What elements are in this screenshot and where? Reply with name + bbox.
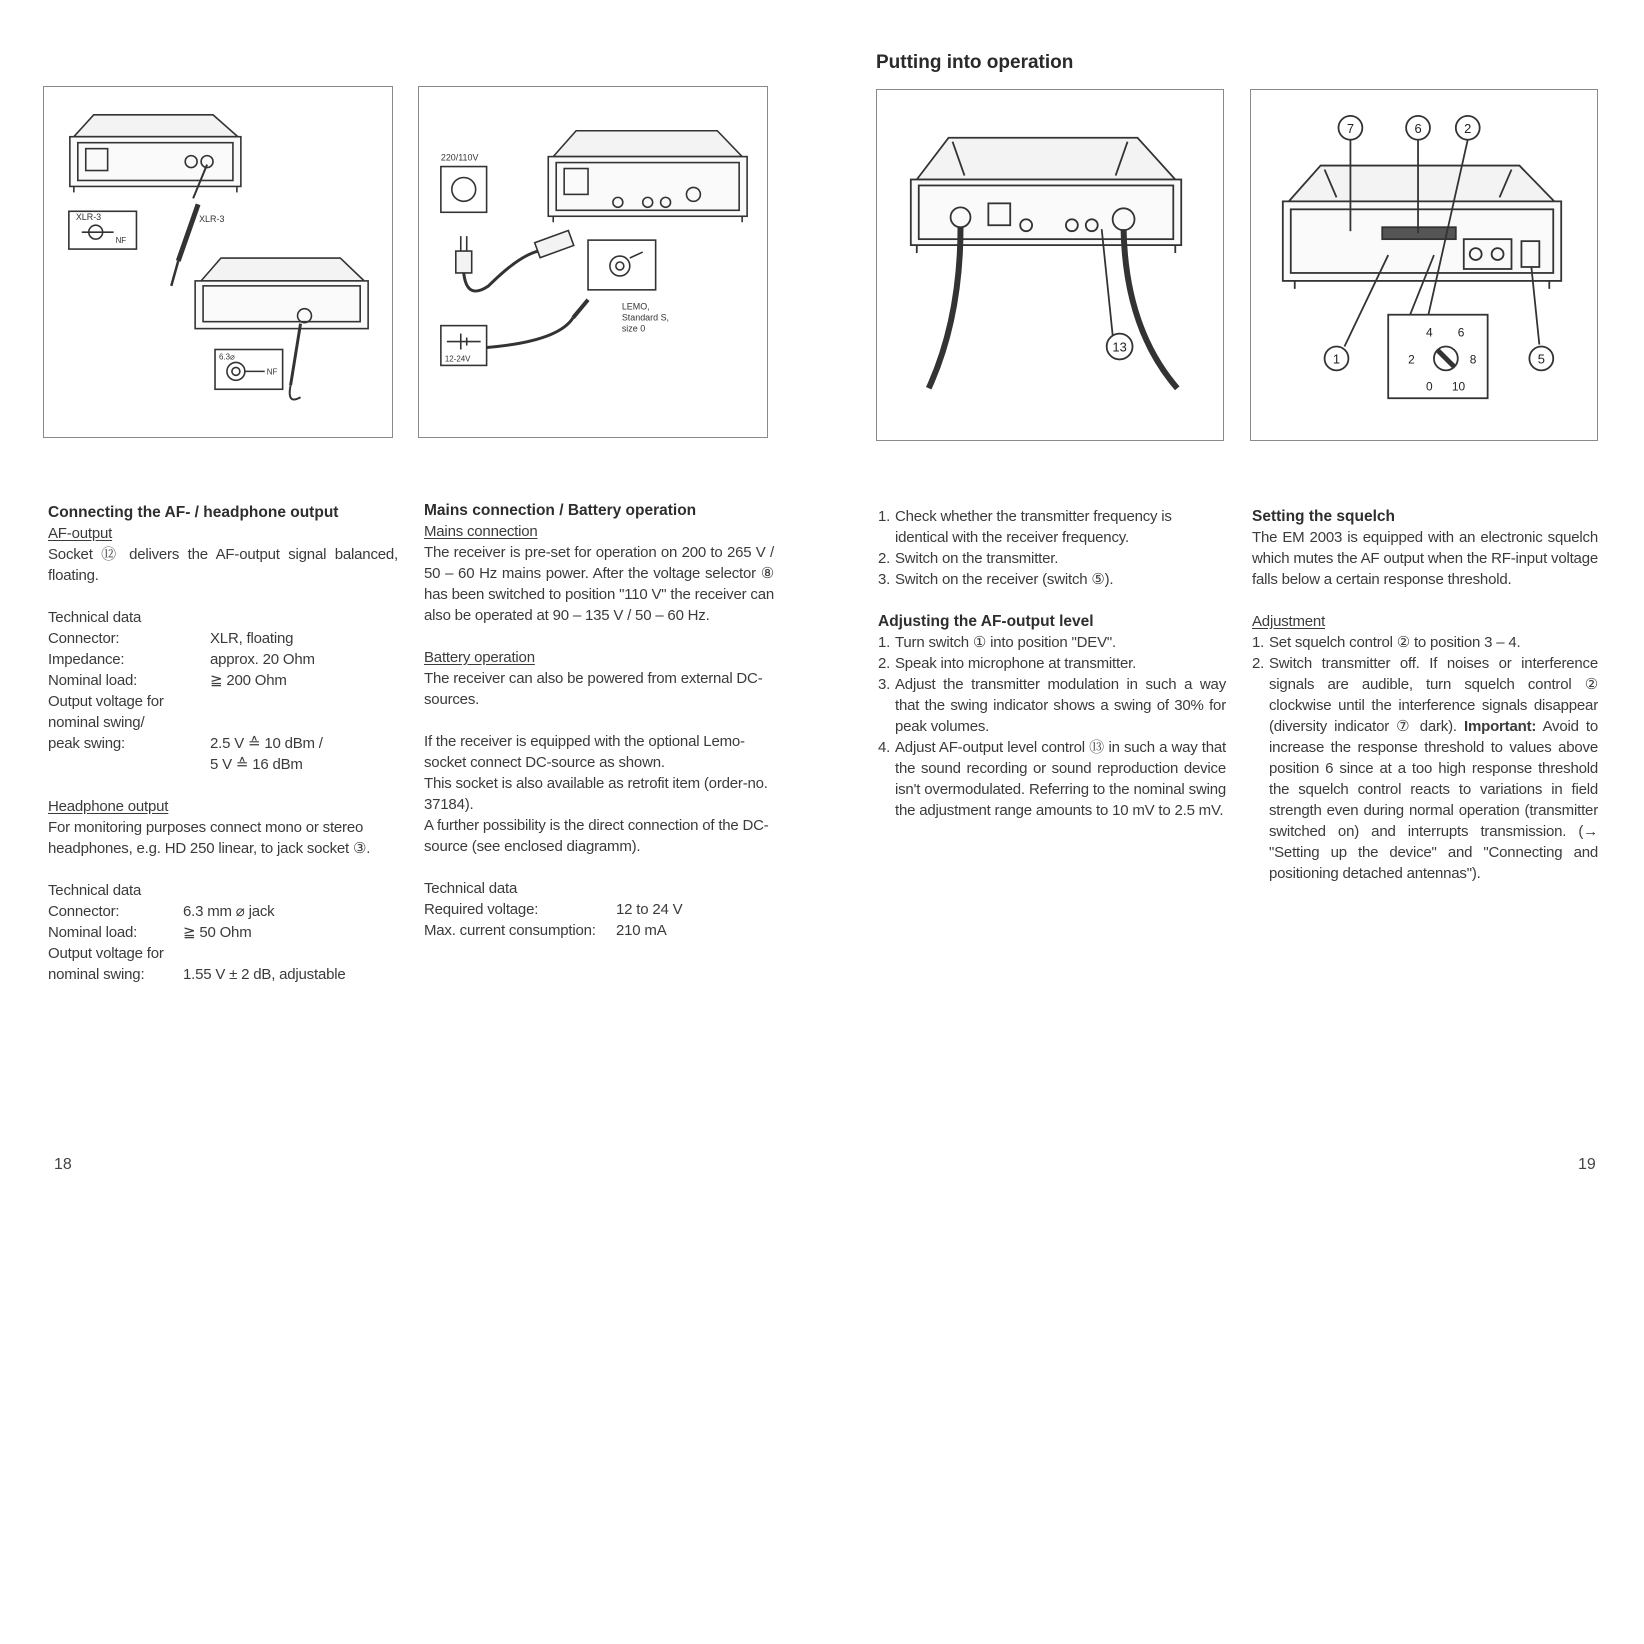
dial-0: 0	[1425, 379, 1433, 394]
text-mains-connection: The receiver is pre-set for operation on 200 to 265 V / 50 – 60 Hz mains power. After the voltage selector ⑧ has been switched to position "110 V" the receiver can also be operated at 90 – 135 V / 50 – 60 Hz.	[424, 544, 774, 624]
callout-7: 7	[1346, 120, 1355, 136]
page-number-right: 19	[1578, 1156, 1596, 1173]
table-row: Nominal load: ≧ 200 Ohm	[48, 672, 287, 689]
heading-af-level: Adjusting the AF-output level	[878, 613, 1094, 630]
label-battery-operation: Battery operation	[424, 649, 535, 666]
battery-label: 12-24V	[444, 354, 471, 364]
steps-list-squelch	[1252, 632, 1598, 884]
table-row: Connector: XLR, floating	[48, 630, 294, 647]
section-title: Putting into operation	[876, 52, 1074, 73]
receiver-rear-diagram-1	[44, 87, 392, 437]
dial-4: 4	[1425, 325, 1433, 340]
table-row: Output voltage for	[48, 693, 164, 710]
figure-front-squelch	[1250, 89, 1598, 441]
nf-label-2: NF	[266, 367, 278, 377]
text-squelch-intro: The EM 2003 is equipped with an electronic squelch which mutes the AF output when the RF-input voltage falls below a certain response threshold.	[1252, 529, 1598, 588]
column-squelch	[1252, 506, 1598, 884]
list-item: 3. Switch on the receiver (switch ⑤).	[878, 571, 1114, 588]
lemo-line-2: Standard S,	[621, 312, 670, 323]
dial-10: 10	[1451, 379, 1466, 394]
dial-6: 6	[1457, 325, 1465, 340]
label-adjustment: Adjustment	[1252, 613, 1326, 630]
table-row: Nominal load: ≧ 50 Ohm	[48, 924, 252, 941]
table-row: Max. current consumption: 210 mA	[424, 922, 667, 939]
table-row: Connector: 6.3 mm ⌀ jack	[48, 903, 275, 920]
callout-5: 5	[1537, 351, 1545, 367]
list-item: 2. Switch transmitter off. If noises or interference signals are audible, turn squelch control ② clockwise until the interference signals disappear (diversity indicator ⑦ dark). Important: Avoid to increase the response threshold to values above position 6 since at a too high response threshold the squelch control reacts to variations in field strength even during normal operation (transmitter switched on) and interrupts transmission. (→ "Setting up the device" and "Connecting and positioning detached antennas").	[1252, 655, 1598, 882]
dial-2: 2	[1408, 352, 1415, 367]
list-item: 1. Turn switch ① into position "DEV".	[878, 634, 1116, 651]
column-af-headphone	[48, 502, 398, 985]
lemo-line-3: size 0	[621, 323, 646, 334]
lemo-line-1: LEMO,	[621, 301, 650, 312]
list-item: 4. Adjust AF-output level control ⑬ in such a way that the sound recording or sound reproduction device isn't overmodulated. Referring to the nominal swing the adjustment range amounts to 10 mV to 2.5 mV.	[878, 739, 1226, 819]
list-item: 2. Speak into microphone at transmitter.	[878, 655, 1137, 672]
dial-8: 8	[1469, 352, 1477, 367]
column-mains-battery	[424, 500, 774, 941]
tech-title-2: Technical data	[48, 882, 142, 899]
tech-table-2	[48, 901, 346, 985]
tech-table-3	[424, 899, 682, 941]
figure-mains-battery	[418, 86, 768, 438]
callout-1: 1	[1332, 351, 1341, 367]
table-row: nominal swing: 1.55 V ± 2 dB, adjustable	[48, 966, 346, 983]
steps-list-2	[878, 632, 1226, 821]
receiver-front-diagram	[1251, 90, 1597, 440]
label-af-output: AF-output	[48, 525, 113, 542]
text-af-output: Socket ⑫ delivers the AF-output signal balanced, floating.	[48, 546, 398, 584]
text-battery-operation: The receiver can also be powered from external DC-sources.	[424, 670, 763, 708]
table-row: peak swing: 2.5 V ≙ 10 dBm /	[48, 735, 323, 752]
mains-label: 220/110V	[440, 152, 479, 163]
heading-af-headphone: Connecting the AF- / headphone output	[48, 504, 339, 521]
text-lemo-3: A further possibility is the direct connection of the DC-source (see enclosed diagramm).	[424, 817, 769, 855]
callout-6: 6	[1414, 120, 1422, 136]
table-row: Required voltage: 12 to 24 V	[424, 901, 683, 918]
nf-label-1: NF	[115, 236, 127, 246]
column-operation-steps	[878, 506, 1226, 821]
xlr-label-1: XLR-3	[75, 212, 102, 223]
text-lemo-1: If the receiver is equipped with the optional Lemo-socket connect DC-source as shown.	[424, 733, 745, 771]
table-row: nominal swing/	[48, 714, 145, 731]
callout-13: 13	[1112, 339, 1127, 355]
list-item: 3. Adjust the transmitter modulation in such a way that the swing indicator shows a swing of 30% for peak volumes.	[878, 676, 1226, 735]
list-item: 1. Check whether the transmitter frequency is identical with the receiver frequency.	[878, 508, 1172, 546]
page-number-left: 18	[54, 1156, 72, 1173]
important-label: Important:	[1464, 718, 1537, 735]
callout-2: 2	[1464, 120, 1472, 136]
label-mains-connection: Mains connection	[424, 523, 538, 540]
heading-mains-battery: Mains connection / Battery operation	[424, 502, 697, 519]
xlr-label-2: XLR-3	[199, 214, 225, 225]
label-headphone-output: Headphone output	[48, 798, 169, 815]
tech-table-1	[48, 628, 323, 775]
tech-title-3: Technical data	[424, 880, 518, 897]
text-headphone-output: For monitoring purposes connect mono or stereo headphones, e.g. HD 250 linear, to jack socket ③.	[48, 819, 371, 857]
jack-label: 6.3⌀	[218, 352, 235, 362]
heading-squelch: Setting the squelch	[1252, 508, 1395, 525]
table-row: 5 V ≙ 16 dBm	[210, 756, 303, 773]
table-row: Impedance: approx. 20 Ohm	[48, 651, 315, 668]
list-item: 2. Switch on the transmitter.	[878, 550, 1059, 567]
receiver-rear-diagram-3	[877, 90, 1223, 440]
table-row: Output voltage for	[48, 945, 164, 962]
steps-list-1	[878, 506, 1226, 590]
tech-title-1: Technical data	[48, 609, 142, 626]
text-lemo-2: This socket is also available as retrofit item (order-no. 37184).	[424, 775, 768, 813]
figure-rear-antennas	[876, 89, 1224, 441]
list-item: 1. Set squelch control ② to position 3 – 4.	[1252, 634, 1521, 651]
figure-af-output	[43, 86, 393, 438]
receiver-rear-diagram-2	[419, 87, 767, 437]
